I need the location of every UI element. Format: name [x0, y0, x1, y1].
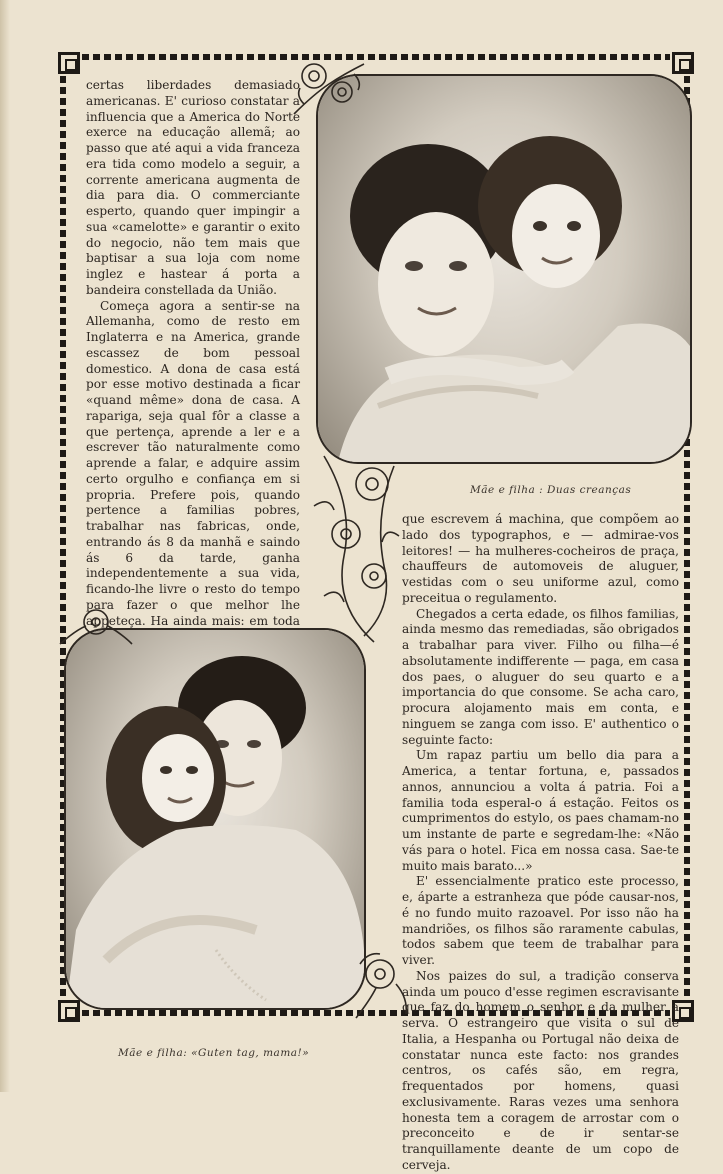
- corner-ornament-top-left: [58, 52, 80, 74]
- corner-ornament-top-right: [672, 52, 694, 74]
- paragraph: Chegados a certa edade, os filhos familias, ainda mesmo das remediadas, são obrigados a trabalhar para viver. Filho ou filha—é absolutamente indifferente — paga, em casa dos paes, o aluguer do seu quarto e a importancia do que consome. Se acha caro, procura alojamento mais em conta, e ninguem se zanga com isso. E' authentico o seguinte facto:: [402, 606, 679, 747]
- photo-mother-daughter-top: [316, 74, 692, 464]
- paragraph: Nos paizes do sul, a tradição conserva ainda um pouco d'esse regimen escravisante que faz do homem o senhor e da mulher a serva. O estrangeiro que visita o sul de Italia, a Hespanha ou Portugal não deixa de constatar nunca este facto: nos grandes centros, os cafés são, em regra, frequentados por homens, quasi exclusivamente. Raras vezes uma senhora honesta tem a coragem de arrostar com o preconceito e de ir sentar-se tranquillamente deante de um copo de cerveja.: [402, 968, 679, 1172]
- photo-illustration-top: [318, 76, 690, 462]
- caption-bottom-photo: Mãe e filha: «Guten tag, mama!»: [118, 1047, 310, 1059]
- paragraph: que escrevem á machina, que compõem ao lado dos typographos, e — admirae-vos leitores! — ha mulheres-cocheiros de praça, chauffeurs de automoveis de aluguer, vestidas com o seu uniforme azul, como preceitua o regulamento.: [402, 512, 679, 605]
- right-column-text: [402, 512, 679, 1174]
- paragraph: certas liberdades demasiado americanas. E' curioso constatar a influencia que a America do Norte exerce na educação allemã; ao passo que até aqui a vida franceza era tida como modelo a seguir, a corrente americana augmenta de dia para dia. O commerciante esperto, quando quer impingir a sua «camelotte» e garantir o exito do negocio, não tem mais que baptisar a sua loja com nome inglez e hastear á porta a bandeira constellada da União.: [86, 78, 300, 297]
- caption-top-photo: Mãe e filha : Duas creanças: [470, 484, 632, 496]
- floral-ornament-bottom: [346, 944, 416, 1024]
- floral-ornament-top: [284, 54, 374, 124]
- floral-ornament-left: [56, 600, 136, 650]
- paragraph: Começa agora a sentir-se na Allemanha, como de resto em Inglaterra e na America, grande escassez de bom pessoal domestico. A dona de casa está por esse motivo destinada a ficar «quand même» dona de casa. A rapariga, seja qual fôr a classe a que pertença, aprende a ler e a escrever tão naturalmente como aprende a falar, e adquire assim certo orgulho e confiança em si propria. Prefere pois, quando pertence a familias pobres, trabalhar nas fabricas, onde, entrando ás 8 da manhã e saindo ás 6 da tarde, ganha independentemente a sua vida, ficando-lhe livre o resto do tempo para fazer o que melhor lhe appeteça. Ha ainda mais: em toda: [86, 298, 300, 628]
- floral-ornament-middle: [304, 446, 414, 646]
- photo-illustration-bottom: [66, 630, 364, 1008]
- photo-mother-daughter-bottom: [64, 628, 366, 1010]
- paragraph: E' essencialmente pratico este processo, e, áparte a estranheza que póde causar-nos, é no fundo muito razoavel. Por isso não ha mandriões, os filhos são raramente cabulas, todos sabem que teem de trabalhar para viver.: [402, 874, 679, 967]
- border-top: [82, 54, 670, 60]
- page-binding-edge: [0, 0, 10, 1092]
- paragraph: Um rapaz partiu um bello dia para a America, a tentar fortuna, e, passados annos, annunciou a volta á patria. Foi a familia toda esperal-o á estação. Feitos os cumprimentos do estylo, os paes chamam-no um instante de parte e segredam-lhe: «Não vás para o hotel. Fica em nossa casa. Sae-te muito mais barato...»: [402, 748, 679, 873]
